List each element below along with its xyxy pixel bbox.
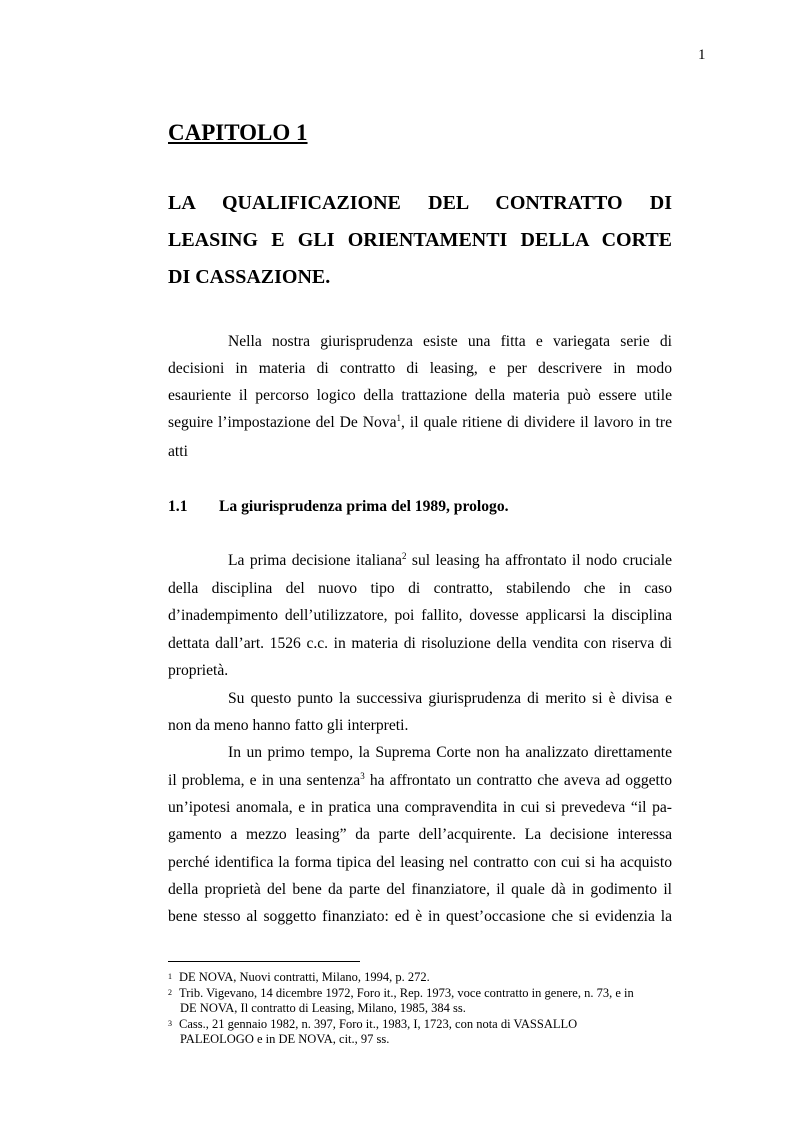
body-line: dettata dall’art. 1526 c.c. in materia di risoluzione della vendita con riserva di xyxy=(168,635,672,652)
body-line: d’inadempimento dell’utilizzatore, poi fallito, dovesse applicarsi la disciplina xyxy=(168,607,672,624)
subtitle-line-1: LA QUALIFICAZIONE DEL CONTRATTO DI xyxy=(168,192,672,214)
subtitle-line-2: LEASING E GLI ORIENTAMENTI DELLA CORTE xyxy=(168,229,672,251)
body-line: gamento a mezzo leasing” da parte dell’acquirente. La decisione interessa xyxy=(168,826,672,843)
footnote-ref-3[interactable]: 3 xyxy=(360,770,365,781)
body-line: La prima decisione italiana$^2$ sul leasing ha affrontato il nodo cruciale xyxy=(228,550,673,569)
body-line: della disciplina del nuovo tipo di contratto, stabilendo che in caso xyxy=(168,580,672,597)
intro-line: seguire l’impostazione del De Nova$^1$, il quale ritiene di dividere il lavoro in tre xyxy=(168,412,673,431)
chapter-title: CAPITOLO 1 xyxy=(168,120,308,145)
section-title: La giurisprudenza prima del 1989, prologo. xyxy=(219,498,509,515)
footnote-2: 2 Trib. Vigevano, 14 dicembre 1972, Foro it., Rep. 1973, voce contratto in genere, n. 73, e in xyxy=(168,986,634,1000)
body-line: In un primo tempo, la Suprema Corte non ha analizzato direttamente xyxy=(228,744,672,761)
body-line: un’ipotesi anomala, e in pratica una compravendita in cui si prevedeva “il pa- xyxy=(168,799,672,816)
body-line: bene stesso al soggetto finanziato: ed è in quest’occasione che si evidenzia la xyxy=(168,908,672,925)
footnote-3: 3 Cass., 21 gennaio 1982, n. 397, Foro it., 1983, I, 1723, con nota di VASSALLO xyxy=(168,1017,578,1031)
subtitle-line-3: DI CASSAZIONE. xyxy=(168,266,331,288)
footnote-1: 1 DE NOVA, Nuovi contratti, Milano, 1994, p. 272. xyxy=(168,970,430,984)
page-number: 1 xyxy=(698,47,706,63)
footnote-2-cont: DE NOVA, Il contratto di Leasing, Milano, 1985, 384 ss. xyxy=(180,1001,466,1015)
footnote-ref-1[interactable]: 1 xyxy=(396,412,402,423)
body-line: perché identifica la forma tipica del leasing nel contratto con cui si ha acquisto xyxy=(168,854,672,871)
footnote-3-cont: PALEOLOGO e in DE NOVA, cit., 97 ss. xyxy=(180,1032,390,1046)
intro-line: Nella nostra giurisprudenza esiste una fitta e variegata serie di xyxy=(228,333,672,350)
body-line: Su questo punto la successiva giurisprudenza di merito si è divisa e xyxy=(228,690,672,707)
body-line: della proprietà del bene da parte del finanziatore, il quale dà in godimento il xyxy=(168,881,672,898)
footnote-separator xyxy=(168,961,360,962)
intro-line: esauriente il percorso logico della trattazione della materia può essere utile xyxy=(168,387,672,404)
body-line: proprietà. xyxy=(168,662,229,679)
body-line: il problema, e in una sentenza$^3$ ha affrontato un contratto che aveva ad oggetto xyxy=(168,770,672,789)
section-number: 1.1 xyxy=(168,498,188,515)
intro-line: decisioni in materia di contratto di leasing, e per descrivere in modo xyxy=(168,360,672,377)
body-line: non da meno hanno fatto gli interpreti. xyxy=(168,717,409,734)
intro-line: atti xyxy=(168,443,188,460)
footnote-ref-2[interactable]: 2 xyxy=(401,550,407,561)
